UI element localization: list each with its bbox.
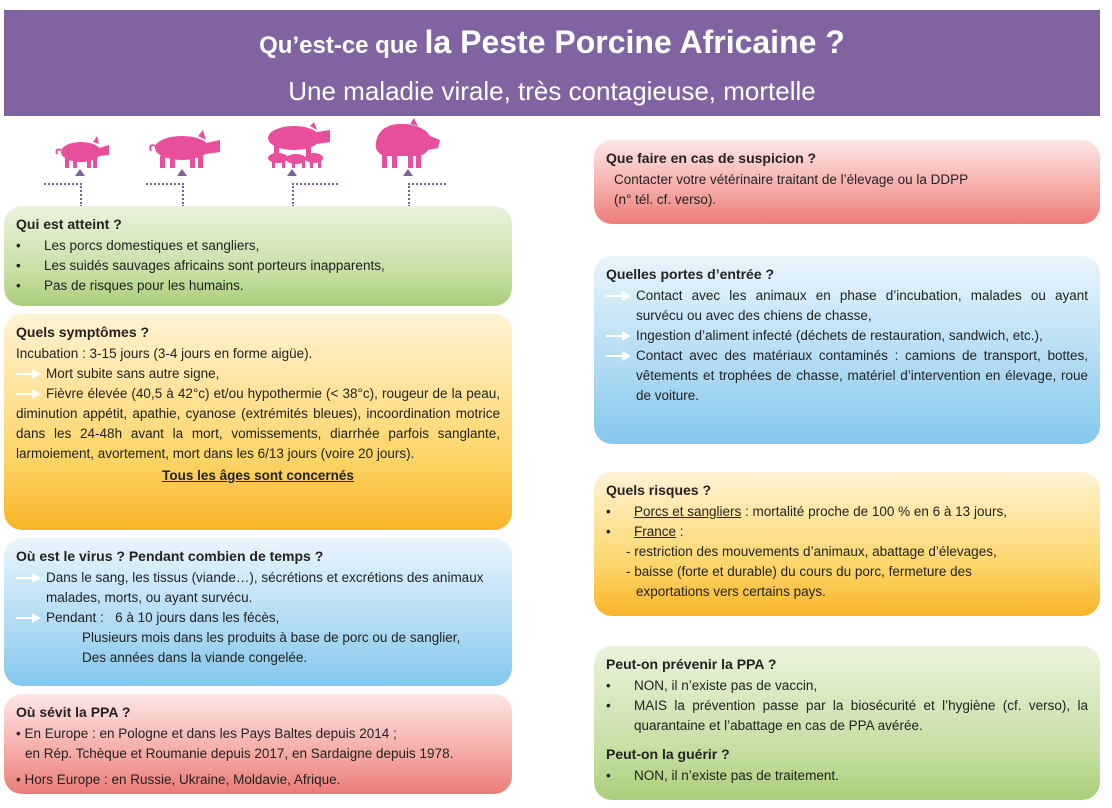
list-item <box>606 502 1088 522</box>
list-item: • Les suidés sauvages africains sont porteurs inapparents, <box>16 256 500 276</box>
arrow-right-icon <box>606 331 634 341</box>
item-label: Porcs et sangliers <box>634 504 742 519</box>
list-item <box>606 522 1088 542</box>
list-item: • NON, il n’existe pas de vaccin, <box>606 676 1088 696</box>
box-title: Que faire en cas de suspicion ? <box>606 150 817 166</box>
list-item <box>16 608 500 628</box>
connector-line <box>292 183 338 207</box>
pig-icon <box>370 118 440 168</box>
pig-icon <box>262 122 330 168</box>
sub-item: - baisse (forte et durable) du cours du porc, fermeture des <box>626 564 972 579</box>
list-item: • NON, il n’existe pas de traitement. <box>606 766 1088 786</box>
sub-item: - restriction des mouvements d’animaux, abattage d’élevages, <box>626 544 997 559</box>
item-text: Contact avec des matériaux contaminés : camions de transport, bottes, vêtements et trophées de chasse, matériel d’intervention en élevage, roue de voiture. <box>636 348 1088 403</box>
connector-line <box>44 183 82 207</box>
connector-arrow-icon <box>75 169 85 176</box>
pig-icon <box>55 136 110 168</box>
box-symptomes <box>4 314 512 530</box>
box-title: Quels symptômes ? <box>16 324 150 340</box>
arrow-right-icon <box>16 613 44 623</box>
list-item <box>606 346 1088 406</box>
header-banner <box>4 10 1100 116</box>
box-ou-sevit <box>4 694 512 794</box>
list-item <box>16 364 500 384</box>
sub-item: exportations vers certains pays. <box>636 584 826 599</box>
list-item <box>606 286 1088 326</box>
title-big: la Peste Porcine Africaine ? <box>424 24 845 60</box>
item-text: Ingestion d’aliment infecté (déchets de restauration, sandwich, etc.), <box>636 328 1043 343</box>
list-item: • Hors Europe : en Russie, Ukraine, Moldavie, Afrique. <box>16 772 341 787</box>
list-item: en Rép. Tchèque et Roumanie depuis 2017, en Sardaigne depuis 1978. <box>25 746 454 761</box>
item-text: Contact avec les animaux en phase d’incubation, malades ou ayant survécu ou avec des chiens de chasse, <box>636 288 1088 323</box>
list-item: • Les porcs domestiques et sangliers, <box>16 236 500 256</box>
item-text: 6 à 10 jours dans les fécès, <box>115 610 280 625</box>
pig-icon <box>148 130 220 168</box>
box-qui-est-atteint <box>4 206 512 306</box>
list-item: Plusieurs mois dans les produits à base de porc ou de sanglier, <box>82 630 461 645</box>
connector-arrow-icon <box>287 169 297 176</box>
list-item <box>16 568 500 608</box>
note-text: Tous les âges sont concernés <box>162 468 354 483</box>
list-item: • Pas de risques pour les humains. <box>16 276 500 296</box>
connector-arrow-icon <box>177 169 187 176</box>
connector-arrow-icon <box>403 169 413 176</box>
box-virus <box>4 538 512 686</box>
title-small: Qu’est-ce que <box>259 32 418 59</box>
item-label: Pendant : <box>46 610 104 625</box>
box-prevenir <box>594 646 1100 800</box>
list-item: • MAIS la prévention passe par la biosécurité et l’hygiène (cf. verso), la quarantaine et l’abattage en cas de PPA avérée. <box>606 696 1088 736</box>
box-suspicion <box>594 140 1100 224</box>
box-title: Quels risques ? <box>606 482 712 498</box>
item-text: Fièvre élevée (40,5 à 42°c) et/ou hypothermie (< 38°c), rougeur de la peau, diminution appétit, apathie, cyanose (extrémités bleues), incoordination motrice dans les 24-48h avant la mort, vomissements, diarrhée parfois sanglante, larmoiement, avortement, mort dans les 6/13 jours (voire 20 jours). <box>16 386 500 461</box>
item-text: Dans le sang, les tissus (viande…), sécrétions et excrétions des animaux malades, morts, ou ayant survécu. <box>46 570 484 605</box>
arrow-right-icon <box>16 573 44 583</box>
arrow-right-icon <box>16 369 44 379</box>
list-item: Des années dans la viande congelée. <box>82 650 308 665</box>
page-subtitle: Une maladie virale, très contagieuse, mortelle <box>288 76 816 106</box>
list-item: • En Europe : en Pologne et dans les Pays Baltes depuis 2014 ; <box>16 726 397 741</box>
arrow-right-icon <box>16 389 44 399</box>
arrow-right-icon <box>606 351 634 361</box>
item-text: : <box>676 524 684 539</box>
connector-line <box>408 183 446 207</box>
list-item <box>606 326 1088 346</box>
item-label: France <box>634 524 677 539</box>
arrow-right-icon <box>606 291 634 301</box>
suspicion-line: (n° tél. cf. verso). <box>614 192 717 207</box>
list-item <box>16 384 500 464</box>
box-title: Peut-on la guérir ? <box>606 746 730 762</box>
connector-line <box>146 183 184 207</box>
box-portes-entree <box>594 256 1100 444</box>
item-text: : mortalité proche de 100 % en 6 à 13 jours, <box>741 504 1007 519</box>
item-text: Mort subite sans autre signe, <box>46 366 220 381</box>
incubation-text: Incubation : 3-15 jours (3-4 jours en forme aigüe). <box>16 346 313 361</box>
box-title: Peut-on prévenir la PPA ? <box>606 656 777 672</box>
box-title: Quelles portes d’entrée ? <box>606 266 775 282</box>
box-title: Qui est atteint ? <box>16 216 122 232</box>
box-title: Où est le virus ? Pendant combien de temps ? <box>16 548 324 564</box>
page-title <box>4 24 1100 61</box>
box-title: Où sévit la PPA ? <box>16 704 131 720</box>
box-risques <box>594 472 1100 616</box>
suspicion-line: Contacter votre vétérinaire traitant de l’élevage ou la DDPP <box>614 172 969 187</box>
